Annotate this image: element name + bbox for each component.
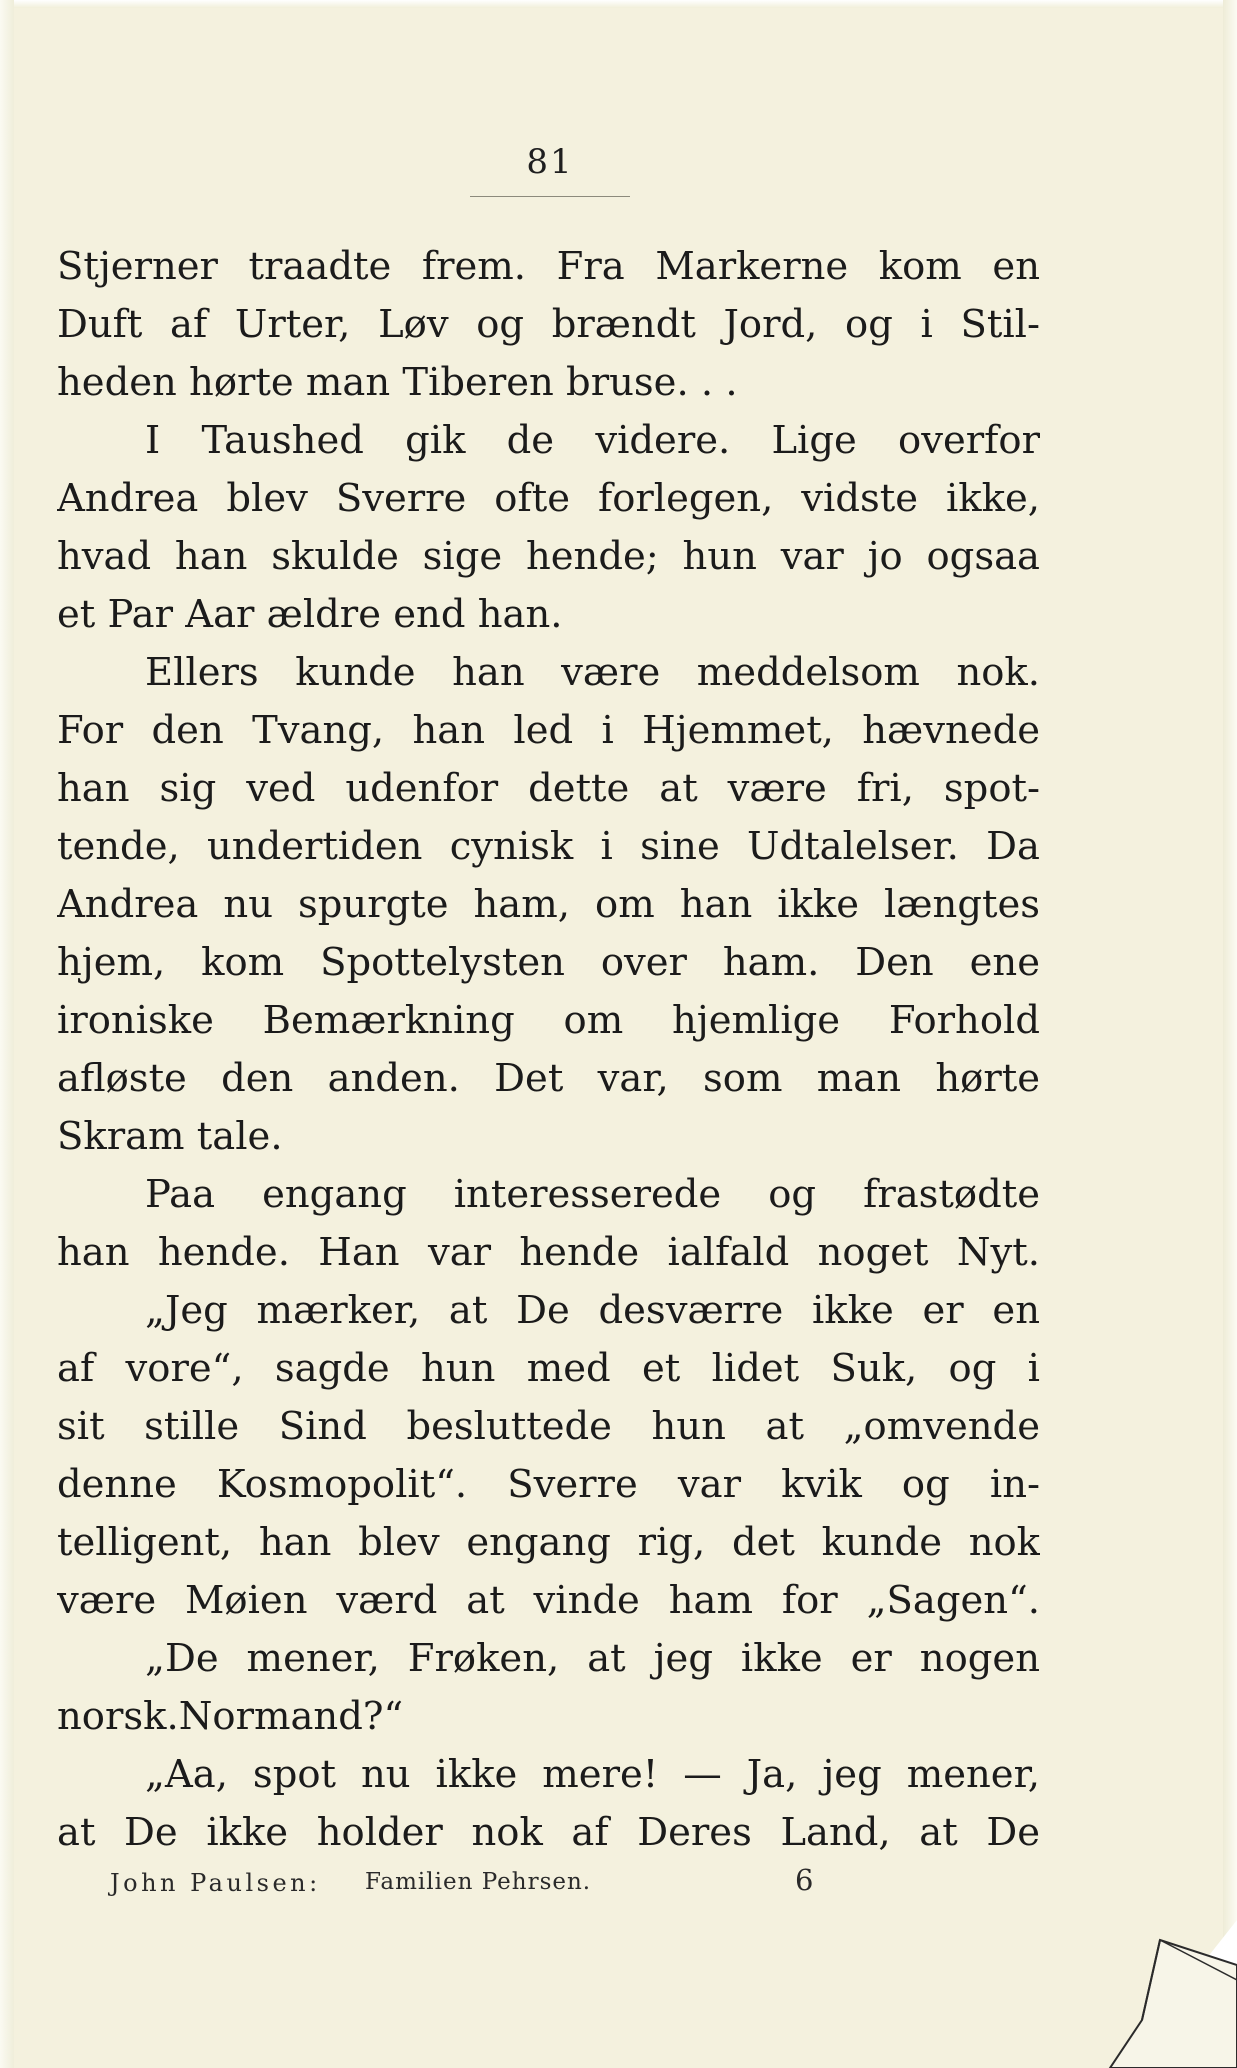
text-line: Ellers kunde han være meddelsom nok. — [145, 650, 1040, 695]
folded-corner-icon — [1100, 1920, 1237, 2068]
text-line: være Møien værd at vinde ham for „Sagen“. — [57, 1578, 1040, 1623]
text-line: hjem, kom Spottelysten over ham. Den ene — [57, 940, 1040, 985]
text-line: Skram tale. — [57, 1114, 283, 1159]
text-line: sit stille Sind besluttede hun at „omvende — [57, 1404, 1040, 1449]
text-line: denne Kosmopolit“. Sverre var kvik og in- — [57, 1462, 1040, 1507]
text-line: „De mener, Frøken, at jeg ikke er nogen — [145, 1636, 1040, 1681]
footer-signature-mark: 6 — [795, 1863, 814, 1897]
footer-book-title: Familien Pehrsen. — [365, 1869, 592, 1895]
body-text — [57, 238, 1040, 1862]
text-line: at De ikke holder nok af Deres Land, at De — [57, 1810, 1040, 1855]
text-line: han hende. Han var hende ialfald noget Nyt. — [57, 1230, 1040, 1275]
text-line: Andrea nu spurgte ham, om han ikke længtes — [57, 882, 1040, 927]
text-line: et Par Aar ældre end han. — [57, 592, 563, 637]
text-line: „Aa, spot nu ikke mere! — Ja, jeg mener, — [145, 1752, 1040, 1797]
text-line: I Taushed gik de videre. Lige overfor — [145, 418, 1040, 463]
text-line: Andrea blev Sverre ofte forlegen, vidste ikke, — [57, 476, 1040, 521]
page-footer — [110, 1863, 830, 1909]
text-line: Duft af Urter, Løv og brændt Jord, og i Stil- — [57, 302, 1040, 347]
text-line: norsk.Normand?“ — [57, 1694, 404, 1739]
text-line: heden hørte man Tiberen bruse. . . — [57, 360, 738, 405]
text-line: Stjerner traadte frem. Fra Markerne kom en — [57, 244, 1040, 289]
text-line: For den Tvang, han led i Hjemmet, hævnede — [57, 708, 1040, 753]
text-line: tende, undertiden cynisk i sine Udtalelser. Da — [57, 824, 1040, 869]
text-line: „Jeg mærker, at De desværre ikke er en — [145, 1288, 1040, 1333]
page-number: 81 — [526, 142, 574, 182]
page-number-rule — [470, 196, 630, 197]
text-line: af vore“, sagde hun med et lidet Suk, og i — [57, 1346, 1040, 1391]
text-line: hvad han skulde sige hende; hun var jo ogsaa — [57, 534, 1040, 579]
text-line: Paa engang interesserede og frastødte — [145, 1172, 1040, 1217]
text-line: afløste den anden. Det var, som man hørte — [57, 1056, 1040, 1101]
page-left-edge — [0, 0, 14, 2068]
text-line: han sig ved udenfor dette at være fri, spot- — [57, 766, 1040, 811]
page-right-edge — [1223, 0, 1237, 2068]
footer-author: John Paulsen: — [110, 1869, 321, 1897]
page-top-edge — [0, 0, 1237, 8]
text-line: ironiske Bemærkning om hjemlige Forhold — [57, 998, 1040, 1043]
text-line: telligent, han blev engang rig, det kunde nok — [57, 1520, 1040, 1565]
